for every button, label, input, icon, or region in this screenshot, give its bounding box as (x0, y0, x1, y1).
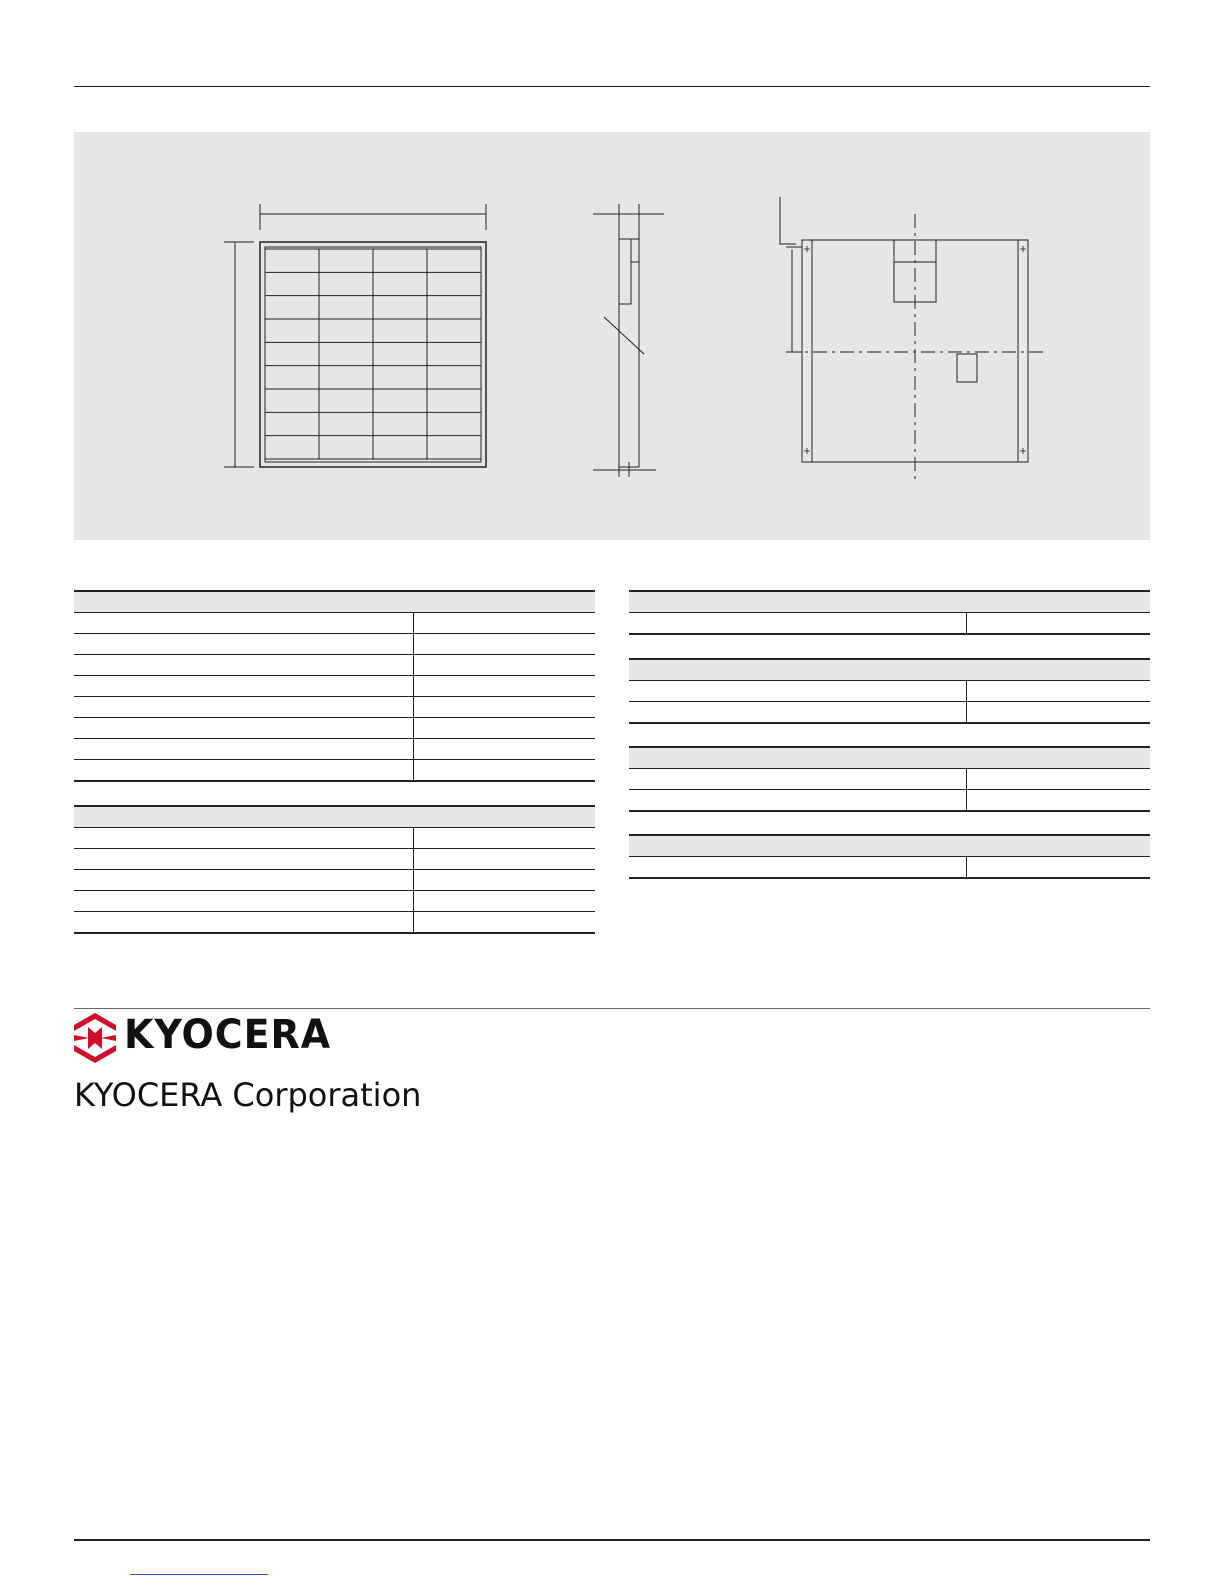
column-divider (966, 681, 967, 701)
column-divider (966, 769, 967, 789)
table-row (74, 613, 595, 634)
table-header (629, 746, 1150, 769)
spec-table-right-3 (629, 746, 1150, 812)
table-row (74, 912, 595, 934)
table-row (629, 681, 1150, 702)
column-divider (413, 760, 414, 780)
table-header (74, 805, 595, 828)
table-row (629, 857, 1150, 879)
column-divider (413, 655, 414, 675)
spec-table-right-4 (629, 834, 1150, 879)
table-header (629, 658, 1150, 681)
column-divider (413, 912, 414, 932)
kyocera-logo-icon (74, 1013, 116, 1063)
column-divider (966, 702, 967, 722)
column-divider (413, 870, 414, 890)
table-row (629, 769, 1150, 790)
footer-link[interactable] (130, 1574, 268, 1575)
spec-table-left-1 (74, 590, 595, 782)
column-divider (413, 891, 414, 911)
column-divider (966, 790, 967, 810)
table-header (74, 590, 595, 613)
table-row (74, 760, 595, 782)
table-row (74, 828, 595, 849)
dimension-drawing-panel (74, 132, 1150, 540)
column-divider (413, 718, 414, 738)
front-view (224, 204, 486, 467)
table-header (629, 834, 1150, 857)
table-row (74, 676, 595, 697)
top-rule (74, 86, 1150, 87)
page-footer-rule (74, 1539, 1150, 1541)
table-row (629, 790, 1150, 812)
table-row (74, 697, 595, 718)
company-name: KYOCERA Corporation (74, 1076, 422, 1114)
column-divider (966, 613, 967, 633)
spec-table-right-2 (629, 658, 1150, 724)
table-row (74, 655, 595, 676)
table-row (74, 849, 595, 870)
back-view (780, 197, 1044, 480)
spec-table-left-2 (74, 805, 595, 934)
kyocera-wordmark: KYOCERA (124, 1012, 332, 1058)
footer-rule (74, 1008, 1150, 1009)
column-divider (413, 676, 414, 696)
table-row (74, 739, 595, 760)
table-row (74, 891, 595, 912)
table-row (74, 870, 595, 891)
cell-grid (265, 249, 481, 459)
column-divider (413, 634, 414, 654)
column-divider (413, 613, 414, 633)
table-row (74, 718, 595, 739)
table-row (74, 634, 595, 655)
table-row (629, 702, 1150, 724)
column-divider (966, 857, 967, 877)
column-divider (413, 849, 414, 869)
column-divider (413, 697, 414, 717)
module-dimension-drawing (74, 132, 1150, 540)
column-divider (413, 739, 414, 759)
side-view (593, 204, 664, 477)
spec-table-right-1 (629, 590, 1150, 635)
table-row (629, 613, 1150, 635)
column-divider (413, 828, 414, 848)
table-header (629, 590, 1150, 613)
